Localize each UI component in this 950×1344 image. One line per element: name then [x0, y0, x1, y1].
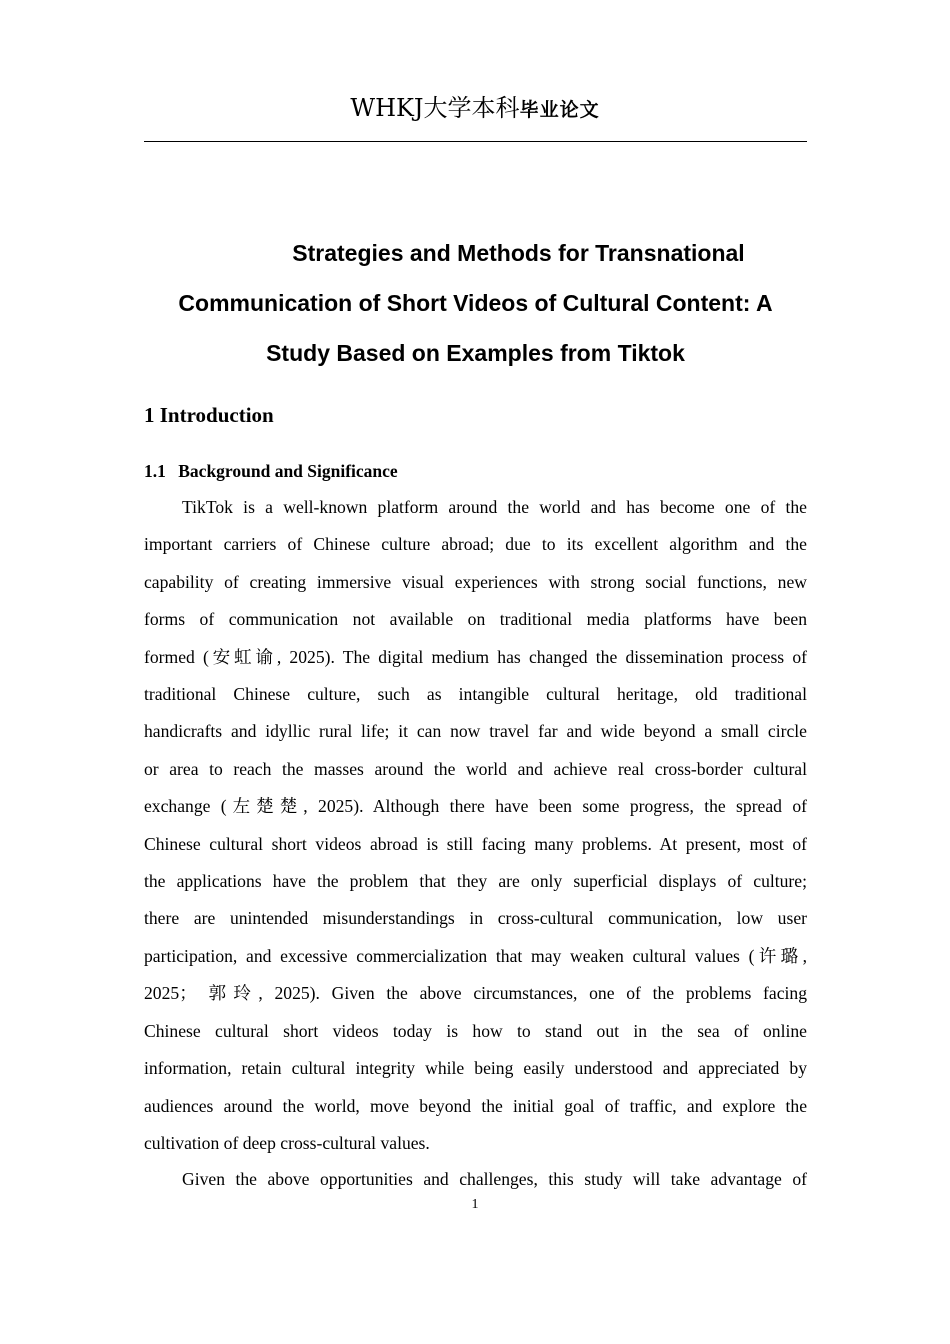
paragraph-line: cultivation of deep cross-cultural values.	[144, 1132, 430, 1153]
paragraph-line: information, retain cultural integrity while being easily understood and appreciated by	[144, 1058, 807, 1079]
paragraph-line: forms of communication not available on traditional media platforms have been	[144, 609, 807, 630]
paragraph-line: the applications have the problem that they are only superficial displays of culture;	[144, 871, 807, 892]
paragraph-line: audiences around the world, move beyond the initial goal of traffic, and explore the	[144, 1095, 807, 1116]
paragraph-line: exchange (左楚楚, 2025). Although there have been some progress, the spread of	[144, 796, 807, 817]
subsection-heading	[144, 458, 398, 484]
title-line-2: Communication of Short Videos of Cultural Content: A	[178, 290, 773, 316]
paragraph-opportunities	[144, 1161, 807, 1198]
paragraph-line: formed (安虹谕, 2025). The digital medium has changed the dissemination process of	[144, 646, 807, 667]
paragraph-line: or area to reach the masses around the world and achieve real cross-border cultural	[144, 758, 807, 779]
header-divider	[144, 141, 807, 142]
paragraph-line: handicrafts and idyllic rural life; it can now travel far and wide beyond a small circle	[144, 721, 807, 742]
paragraph-background	[144, 489, 807, 1162]
paragraph-line: important carriers of Chinese culture abroad; due to its excellent algorithm and the	[144, 534, 807, 555]
paragraph-line: there are unintended misunderstandings in cross-cultural communication, low user	[144, 908, 807, 929]
paragraph-line: 2025； 郭玲, 2025). Given the above circumstances, one of the problems facing	[144, 983, 807, 1004]
section-heading: 1 Introduction	[144, 403, 274, 427]
title-line-3: Study Based on Examples from Tiktok	[266, 340, 685, 366]
paragraph-line: capability of creating immersive visual experiences with strong social functions, new	[144, 571, 807, 592]
paper-title	[144, 228, 807, 378]
running-header	[0, 90, 950, 128]
paragraph-line: participation, and excessive commercialization that may weaken cultural values (许璐,	[144, 945, 807, 966]
header-university: WHKJ大学本科	[350, 94, 520, 122]
subsection-title: Background and Significance	[178, 461, 398, 481]
paragraph-line: Chinese cultural short videos today is how to stand out in the sea of online	[144, 1020, 807, 1041]
paragraph-line: Chinese cultural short videos abroad is still facing many problems. At present, most of	[144, 833, 807, 854]
paragraph-line: TikTok is a well-known platform around the world and has become one of the	[182, 497, 807, 517]
title-line-1: Strategies and Methods for Transnational	[292, 240, 745, 266]
paragraph-line: Given the above opportunities and challenges, this study will take advantage of	[182, 1169, 807, 1189]
subsection-number: 1.1	[144, 461, 166, 481]
page-number: 1	[471, 1197, 479, 1212]
paragraph-line: traditional Chinese culture, such as intangible cultural heritage, old traditional	[144, 684, 807, 705]
header-thesis-label: 毕业论文	[519, 99, 600, 121]
